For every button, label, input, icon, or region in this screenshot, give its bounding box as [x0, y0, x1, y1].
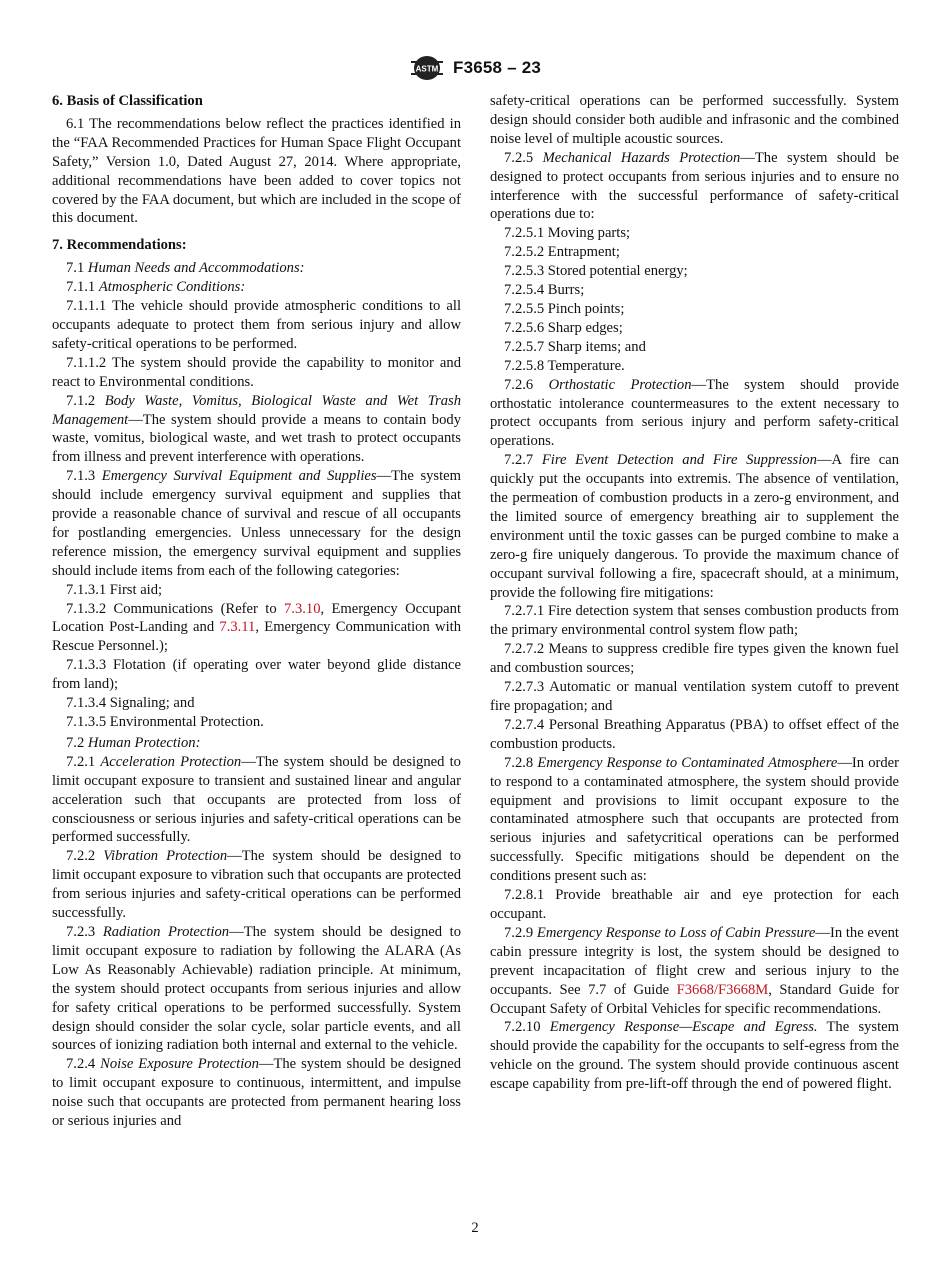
- para-7-1-3-1: 7.1.3.1 First aid;: [66, 581, 163, 598]
- para-7-1-3-3: 7.1.3.3 Flotation (if operating over water beyond glide distance from land);: [52, 657, 461, 693]
- para-7-1: 7.1 Human Needs and Accommodations:: [66, 260, 305, 277]
- link-7-3-10[interactable]: 7.3.10: [284, 600, 321, 617]
- section-7-heading: 7. Recommendations:: [52, 237, 187, 254]
- para-7-2-3: 7.2.3 Radiation Protection—The system should be designed to limit occupant exposure to radiation by following the ALARA (As Low As Reasonably Achievable) radiation principle. At minimum, the system should protect occupants from serious injuries and allow for safety critical operations to be performed successfully. System design should consider the solar cycle, solar particle events, and all sources of ionizing radiation both internal and external to the vehicle.: [52, 923, 461, 1054]
- para-7-1-3-4: 7.1.3.4 Signaling; and: [66, 695, 195, 712]
- para-7-2-4-continued: safety-critical operations can be performed successfully. System design should consider both audible and infrasonic and the combined noise level of multiple acoustic sources.: [490, 93, 899, 147]
- para-7-2-7-2: 7.2.7.2 Means to suppress credible fire types given the known fuel and combustion sources;: [490, 641, 899, 677]
- left-column: [52, 92, 461, 1131]
- para-7-1-1-1: 7.1.1.1 The vehicle should provide atmospheric conditions to all occupants adequate to protect them from serious injury and allow safety-critical operations to be performed.: [52, 298, 461, 352]
- para-6-1: 6.1 The recommendations below reflect the practices identified in the “FAA Recommended Practices for Human Space Flight Occupant Safety,” Version 1.0, Dated August 27, 2014. Where appropriate, additional recommendations have been added to cover topics not covered by the FAA document, but which are included in the scope of this document.: [52, 115, 461, 227]
- para-7-1-2: 7.1.2 Body Waste, Vomitus, Biological Waste and Wet Trash Management—The system should provide a means to contain body waste, vomitus, biological waste, and wet trash to protect occupants from illness and prevent interference with operations.: [52, 392, 461, 466]
- para-7-2-10: 7.2.10 Emergency Response—Escape and Egress. The system should provide the capability for the occupants to self-egress from the vehicle on the ground. The system should provide continuous ascent escape capability from pre-lift-off through the end of powered flight.: [490, 1019, 899, 1093]
- para-7-1-3-5: 7.1.3.5 Environmental Protection.: [66, 714, 264, 730]
- logo-text: ASTM: [415, 64, 439, 74]
- link-7-3-11[interactable]: 7.3.11: [219, 619, 256, 636]
- para-7-2-4: 7.2.4 Noise Exposure Protection—The system should be designed to limit occupant exposure to continuous, intermittent, and impulse noise such that occupants are protected from permanent hearing loss or serious injuries and: [52, 1056, 461, 1130]
- list-item: 7.2.5.7 Sharp items; and: [504, 338, 646, 355]
- para-7-2-9: 7.2.9 Emergency Response to Loss of Cabin Pressure—In the event cabin pressure integrity is lost, the system should be designed to prevent incapacitation of flight crew and serious injury to the occupants. See 7.7 of Guide F3668/F3668M, Standard Guide for Occupant Safety of Orbital Vehicles for specific recommendations.: [490, 924, 899, 1017]
- section-6-heading: 6. Basis of Classification: [52, 93, 203, 109]
- para-7-2-7-1: 7.2.7.1 Fire detection system that senses combustion products from the primary environmental control system flow path;: [490, 603, 899, 639]
- list-item: 7.2.5.5 Pinch points;: [504, 300, 625, 317]
- list-item: 7.2.5.3 Stored potential energy;: [504, 263, 688, 280]
- astm-logo: [408, 54, 446, 82]
- document-id: F3658 – 23: [453, 58, 542, 77]
- para-7-2-7-4: 7.2.7.4 Personal Breathing Apparatus (PBA) to offset effect of the combustion products.: [490, 716, 899, 752]
- para-7-2-2: 7.2.2 Vibration Protection—The system should be designed to limit occupant exposure to vibration such that occupants are protected from serious injuries and safety-critical operations can be performed successfully.: [52, 848, 462, 922]
- list-item: 7.2.5.4 Burrs;: [504, 282, 585, 299]
- list-item: 7.2.5.2 Entrapment;: [504, 244, 620, 261]
- para-7-1-1-2: 7.1.1.2 The system should provide the capability to monitor and react to Environmental conditions.: [52, 354, 461, 390]
- link-f3668[interactable]: F3668/F3668M: [676, 981, 769, 998]
- para-7-1-1: 7.1.1 Atmospheric Conditions:: [66, 279, 246, 296]
- para-7-2-5: 7.2.5 Mechanical Hazards Protection—The system should be designed to protect occupants from serious injuries and to ensure no interference with the successful performance of safety-critical operations due to:: [490, 149, 900, 223]
- right-column: [490, 92, 899, 1094]
- para-7-2-7-3: 7.2.7.3 Automatic or manual ventilation system cutoff to prevent fire propagation; and: [490, 679, 899, 714]
- para-7-1-3: 7.1.3 Emergency Survival Equipment and Supplies—The system should include emergency survival equipment and supplies that provide a reasonable chance of survival and rescue of all occupants for postlanding emergencies. Unless unnecessary for the design reference mission, the emergency survival equipment and supplies should include items from each of the following categories:: [52, 468, 461, 579]
- para-7-2-7: 7.2.7 Fire Event Detection and Fire Suppression—A fire can quickly put the occupants into extremis. The absence of ventilation, the permeation of combustion products in a zero-g environment, and the limited source of emergency breathing air to supplement the environment until the toxic gasses can be purged combine to make a zero-g fire uniquely dangerous. To provide the maximum chance of occupant survival following a fire, spacecraft should, at a minimum, provide the following fire mitigations:: [490, 452, 899, 601]
- para-7-2-8-1: 7.2.8.1 Provide breathable air and eye protection for each occupant.: [490, 887, 899, 922]
- para-7-1-3-2: 7.1.3.2 Communications (Refer to 7.3.10, Emergency Occupant Location Post-Landing and 7.3.11, Emergency Communication with Rescue Personnel.);: [52, 600, 461, 655]
- list-item: 7.2.5.8 Temperature.: [504, 357, 625, 374]
- para-7-2-6: 7.2.6 Orthostatic Protection—The system should provide orthostatic intolerance countermeasures to the extent necessary to protect occupants from serious injury and perform safety-critical operations.: [490, 376, 899, 450]
- para-7-2: 7.2 Human Protection:: [66, 734, 201, 751]
- para-7-2-8: 7.2.8 Emergency Response to Contaminated Atmosphere—In order to respond to a contaminated atmosphere, the system should provide equipment and provisions to limit occupant exposure to the contaminated atmosphere such that occupants are protected from serious injuries and safetycritical operations can be performed successfully. Specific mitigations should be dependent on the conditions present such as:: [490, 754, 899, 885]
- page-header: [0, 54, 950, 84]
- list-item: 7.2.5.1 Moving parts;: [504, 225, 631, 242]
- para-7-2-1: 7.2.1 Acceleration Protection—The system should be designed to limit occupant exposure to transient and sustained linear and angular acceleration such that occupants are protected from loss of consciousness or serious injuries and safety-critical operations can be performed successfully.: [52, 753, 461, 846]
- page-number: 2: [471, 1220, 479, 1236]
- list-item: 7.2.5.6 Sharp edges;: [504, 319, 623, 336]
